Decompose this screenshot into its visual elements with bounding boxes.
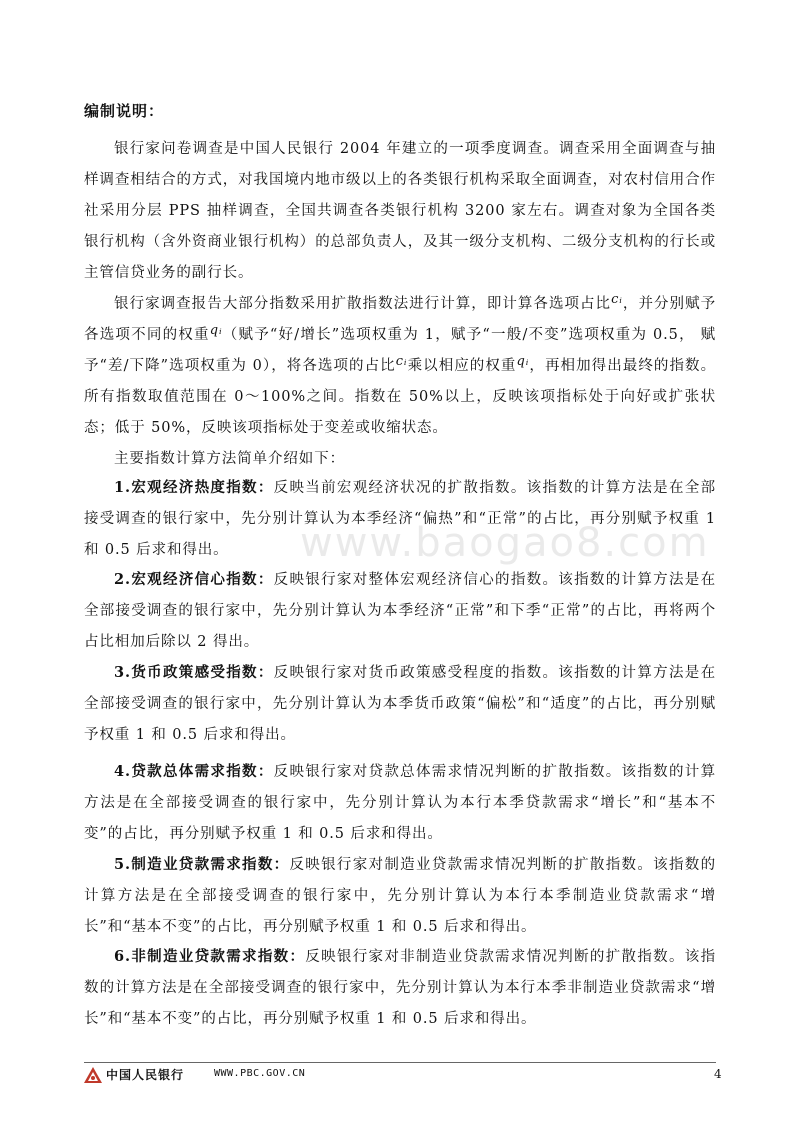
- logo-text: 中国人民银行: [106, 1068, 185, 1082]
- footer-divider: [84, 1062, 716, 1063]
- index-item-3: [84, 657, 716, 751]
- index-item-2: [84, 564, 716, 658]
- index-item-6-title: 6.非制造业贷款需求指数：: [114, 948, 306, 965]
- method-text-5: ，再相加得出最终的指数。所有指数取值范围在 0～100%之间。指数在 50%以上，反映该项指标处于向好或扩张状态；低于 50%，反映该项指标处于变差或收缩状态。: [84, 358, 716, 436]
- method-text-1: 银行家调查报告大部分指数采用扩散指数法进行计算，即计算各选项占比: [114, 296, 612, 312]
- index-item-5-text: 反映银行家对制造业贷款需求情况判断的扩散指数。该指数的计算方法是在全部接受调查的银行家中，先分别计算认为本行本季制造业贷款需求“增长”和“基本不变”的占比，再分别赋予权重 1 和 0.5 后求和得出。: [84, 857, 716, 935]
- index-item-1-text: 反映当前宏观经济状况的扩散指数。该指数的计算方法是在全部接受调查的银行家中，先分别计算认为本季经济“偏热”和“正常”的占比，再分别赋予权重 1 和 0.5 后求和得出。: [84, 480, 716, 558]
- method-text-2: ，并分别赋予各选项不同的权重: [84, 296, 717, 343]
- page-number: 4: [714, 1067, 722, 1081]
- index-item-2-title: 2.宏观经济信心指数：: [114, 571, 274, 588]
- pbc-emblem-icon: [84, 1067, 102, 1083]
- index-item-3-text: 反映银行家对货币政策感受程度的指数。该指数的计算方法是在全部接受调查的银行家中，先分别计算认为本季货币政策“偏松”和“适度”的占比，再分别赋予权重 1 和 0.5 后求和得出。: [84, 665, 716, 743]
- index-item-6: [84, 941, 716, 1035]
- method-text-4: 乘以相应的权重: [407, 358, 517, 374]
- index-item-4-text: 反映银行家对贷款总体需求情况判断的扩散指数。该指数的计算方法是在全部接受调查的银行家中，先分别计算认为本行本季贷款需求“增长”和“基本不变”的占比，再分别赋予权重 1 和 0.5 后求和得出。: [84, 764, 716, 842]
- method-paragraph: [84, 289, 716, 444]
- method-text-3: （赋予“好/增长”选项权重为 1，赋予“一般/不变”选项权重为 0.5， 赋予“差/下降”选项权重为 0），将各选项的占比: [84, 327, 717, 374]
- index-item-3-title: 3.货币政策感受指数：: [114, 664, 274, 681]
- var-q: qᵢ: [209, 323, 223, 338]
- pbc-logo: [84, 1066, 184, 1083]
- index-item-5-title: 5.制造业贷款需求指数：: [114, 856, 290, 873]
- index-item-4: [84, 756, 716, 850]
- footer-url[interactable]: WWW.PBC.GOV.CN: [214, 1068, 306, 1079]
- index-item-6-text: 反映银行家对非制造业贷款需求情况判断的扩散指数。该指数的计算方法是在全部接受调查的银行家中，先分别计算认为本行本季非制造业贷款需求“增长”和“基本不变”的占比，再分别赋予权重 1 和 0.5 后求和得出。: [84, 949, 716, 1027]
- index-item-1-title: 1.宏观经济热度指数：: [114, 479, 274, 496]
- index-item-4-title: 4.贷款总体需求指数：: [114, 763, 274, 780]
- watermark: www.baogao8.com: [300, 520, 710, 566]
- var-c-2: cᵢ: [395, 354, 408, 369]
- section-heading: 编制说明：: [84, 102, 165, 120]
- var-c: cᵢ: [611, 292, 623, 307]
- index-item-5: [84, 849, 716, 943]
- index-item-2-text: 反映银行家对整体宏观经济信心的指数。该指数的计算方法是在全部接受调查的银行家中，先分别计算认为本季经济“正常”和下季“正常”的占比，再将两个占比相加后除以 2 得出。: [84, 572, 716, 650]
- list-intro: 主要指数计算方法简单介绍如下：: [114, 451, 345, 467]
- page-footer: [84, 1066, 724, 1086]
- var-q-2: qᵢ: [516, 354, 530, 369]
- intro-paragraph: 银行家问卷调查是中国人民银行 2004 年建立的一项季度调查。调查采用全面调查与抽样调查相结合的方式，对我国境内地市级以上的各类银行机构采取全面调查，对农村信用合作社采用分层 PPS 抽样调查，全国共调查各类银行机构 3200 家左右。调查对象为全国各类银行机构（含外资商业银行机构）的总部负责人，及其一级分支机构、二级分支机构的行长或主管信贷业务的副行长。: [84, 141, 716, 281]
